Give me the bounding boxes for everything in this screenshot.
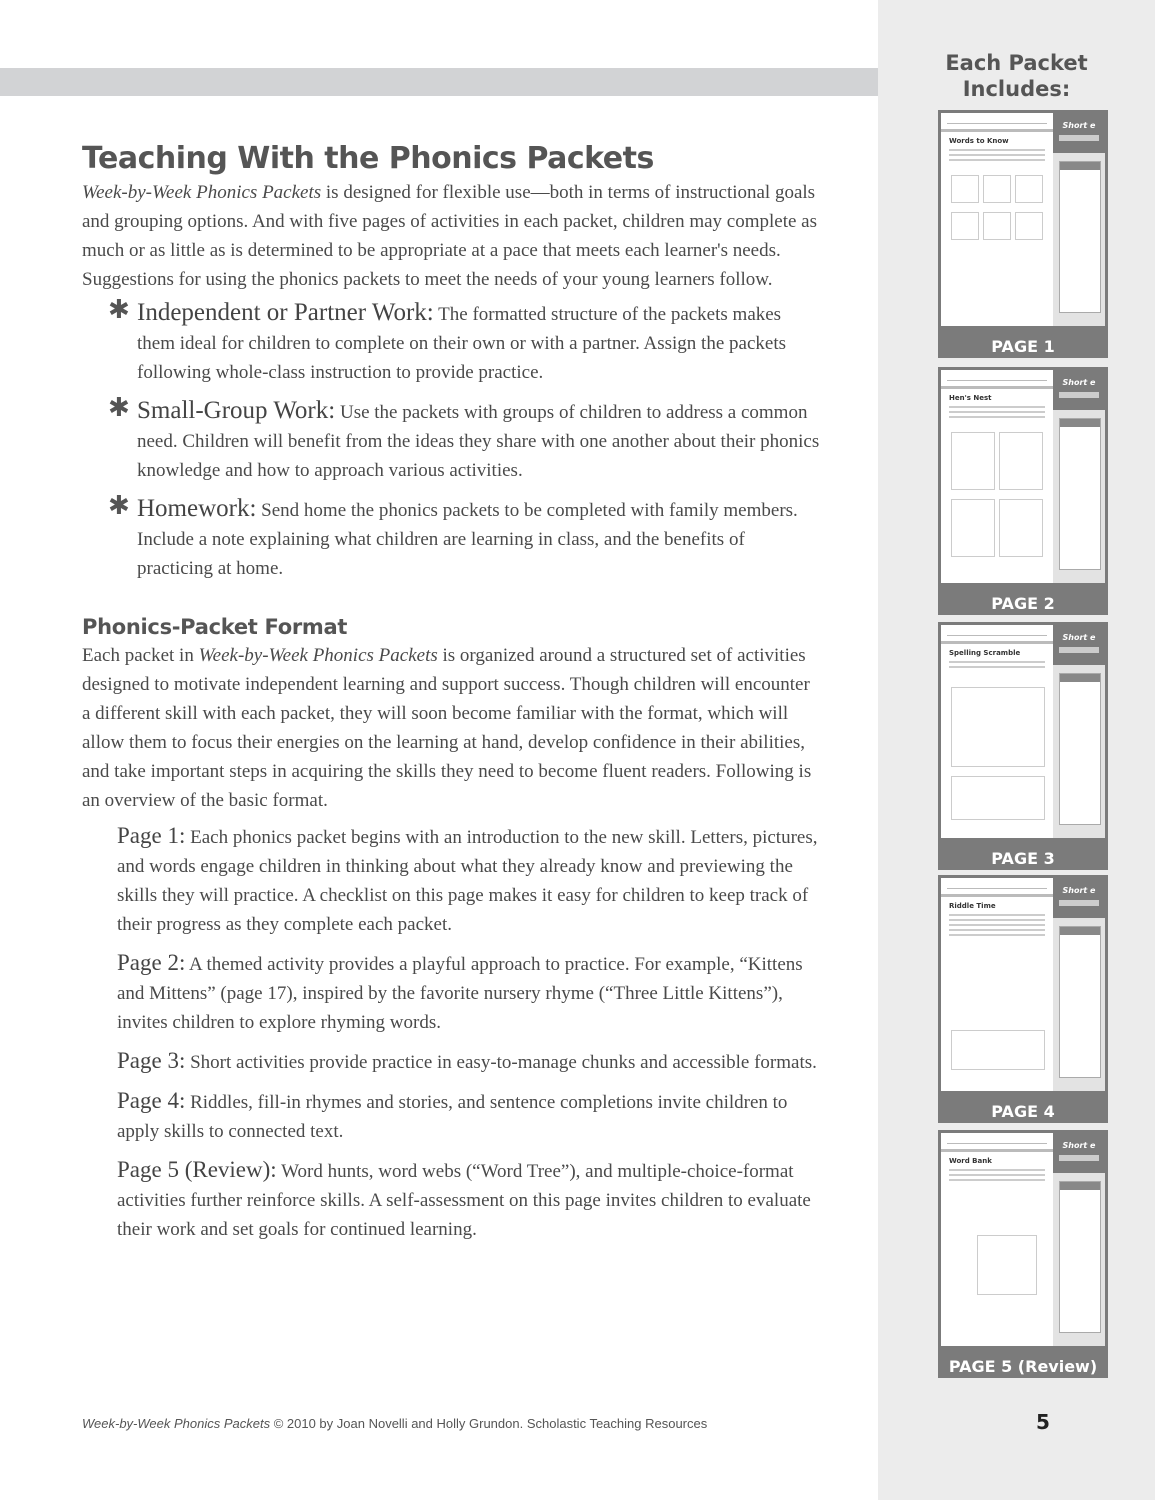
thumbnail-sheet: [941, 625, 1105, 838]
thumbnail-tab: Short e: [1062, 121, 1096, 130]
section-heading: Phonics-Packet Format: [82, 615, 348, 639]
thumbnail-tab: Short e: [1062, 1141, 1096, 1150]
page-lead: Page 2:: [117, 950, 186, 975]
footer-text: © 2010 by Joan Novelli and Holly Grundon. Scholastic Teaching Resources: [270, 1416, 708, 1431]
asterisk-icon: ✱: [108, 491, 130, 521]
thumbnail-heading: Hen's Nest: [949, 394, 992, 402]
thumbnail-page-2: [938, 367, 1108, 615]
asterisk-icon: ✱: [108, 393, 130, 423]
thumbnail-label: PAGE 5 (Review): [948, 1357, 1098, 1376]
thumbnail-sheet: [941, 370, 1105, 583]
list-item: [82, 295, 822, 387]
sidebar-title-line: Includes:: [962, 77, 1071, 101]
intro-book-title: Week-by-Week Phonics Packets: [82, 182, 322, 203]
intro-text: is designed for flexible use—both in terms of instructional goals and grouping options. And with five pages of activities in each packet, children may complete as much or as little as is determined to be appropriate at a pace that meets each learner's needs. Suggestions for using the phonics packets to meet the needs of your young learners follow.: [82, 182, 817, 290]
thumbnail-label: PAGE 4: [991, 1102, 1055, 1121]
thumbnail-sheet: [941, 1133, 1105, 1346]
page-lead: Page 1:: [117, 823, 186, 848]
format-text-before: Each packet in: [82, 645, 199, 666]
page-number: 5: [1036, 1410, 1050, 1434]
thumbnail-heading: Riddle Time: [949, 902, 996, 910]
header-band: [0, 68, 878, 96]
bullet-text: The formatted structure of the packets makes them ideal for children to complete on their own or with a partner. Assign the packets following whole-class instruction to provide practice.: [137, 304, 786, 383]
thumbnail-page-3: [938, 622, 1108, 870]
thumbnail-heading: Spelling Scramble: [949, 649, 1021, 657]
copyright-footer: [82, 1416, 707, 1431]
usage-list: [82, 295, 822, 583]
page-description: [117, 821, 822, 939]
thumbnail-label: PAGE 3: [991, 849, 1055, 868]
thumbnail-page-1: [938, 110, 1108, 358]
format-book-title: Week-by-Week Phonics Packets: [198, 645, 438, 666]
page-lead: Page 3:: [117, 1048, 186, 1073]
thumbnail-label: PAGE 1: [991, 337, 1055, 356]
page-text: Each phonics packet begins with an introduction to the new skill. Letters, pictures, and words engage children in thinking about what they already know and previewing the skills they will practice. A checklist on this page makes it easy for children to keep track of their progress as they complete each packet.: [117, 827, 818, 935]
thumbnail-tab: Short e: [1062, 886, 1096, 895]
page-title: Teaching With the Phonics Packets: [82, 141, 654, 176]
thumbnail-sheet: [941, 113, 1105, 326]
bullet-lead: Independent or Partner Work:: [137, 299, 434, 326]
thumbnail-page-5: [938, 1130, 1108, 1378]
page-description: [117, 1046, 822, 1077]
thumbnail-tab: Short e: [1062, 633, 1096, 642]
list-item: [82, 491, 822, 583]
bullet-lead: Homework:: [137, 495, 257, 522]
bullet-text: Use the packets with groups of children to address a common need. Children will benefit from the ideas they share with one another about their phonics knowledge and how to approach various activities.: [137, 402, 820, 481]
page-text: Word hunts, word webs (“Word Tree”), and multiple-choice-format activities further reinforce skills. A self-assessment on this page invites children to evaluate their work and set goals for continued learning.: [117, 1161, 811, 1240]
page-lead: Page 4:: [117, 1088, 186, 1113]
page-text: Riddles, fill-in rhymes and stories, and sentence completions invite children to apply skills to connected text.: [117, 1092, 788, 1142]
thumbnail-sheet: [941, 878, 1105, 1091]
sidebar-title-line: Each Packet: [945, 51, 1088, 75]
page-lead: Page 5 (Review):: [117, 1157, 277, 1182]
page-text: Short activities provide practice in easy-to-manage chunks and accessible formats.: [185, 1052, 817, 1073]
page-description: [117, 1086, 822, 1146]
page-description: [117, 948, 822, 1037]
format-paragraph: [82, 641, 822, 815]
page-text: A themed activity provides a playful approach to practice. For example, “Kittens and Mittens” (page 17), inspired by the favorite nursery rhyme (“Three Little Kittens”), invites children to explore rhyming words.: [117, 954, 803, 1033]
thumbnail-page-4: [938, 875, 1108, 1123]
list-item: [82, 393, 822, 485]
thumbnail-label: PAGE 2: [991, 594, 1055, 613]
footer-book-title: Week-by-Week Phonics Packets: [82, 1416, 271, 1431]
main-content: [82, 140, 822, 1253]
thumbnail-heading: Word Bank: [949, 1157, 992, 1165]
bullet-lead: Small-Group Work:: [137, 397, 336, 424]
asterisk-icon: ✱: [108, 295, 130, 325]
page-description: [117, 1155, 822, 1244]
bullet-text: Send home the phonics packets to be completed with family members. Include a note explaining what children are learning in class, and the benefits of practicing at home.: [137, 500, 798, 579]
intro-paragraph: [82, 178, 822, 294]
format-text-after: is organized around a structured set of activities designed to motivate independent learning and support success. Though children will encounter a different skill with each packet, they will soon become familiar with the format, which will allow them to focus their energies on the learning at hand, develop confidence in their abilities, and take important steps in acquiring the skills they need to become fluent readers. Following is an overview of the basic format.: [82, 645, 812, 811]
page-descriptions: [82, 821, 822, 1244]
thumbnail-heading: Words to Know: [949, 137, 1009, 145]
sidebar-title: [878, 50, 1155, 102]
thumbnail-tab: Short e: [1062, 378, 1096, 387]
